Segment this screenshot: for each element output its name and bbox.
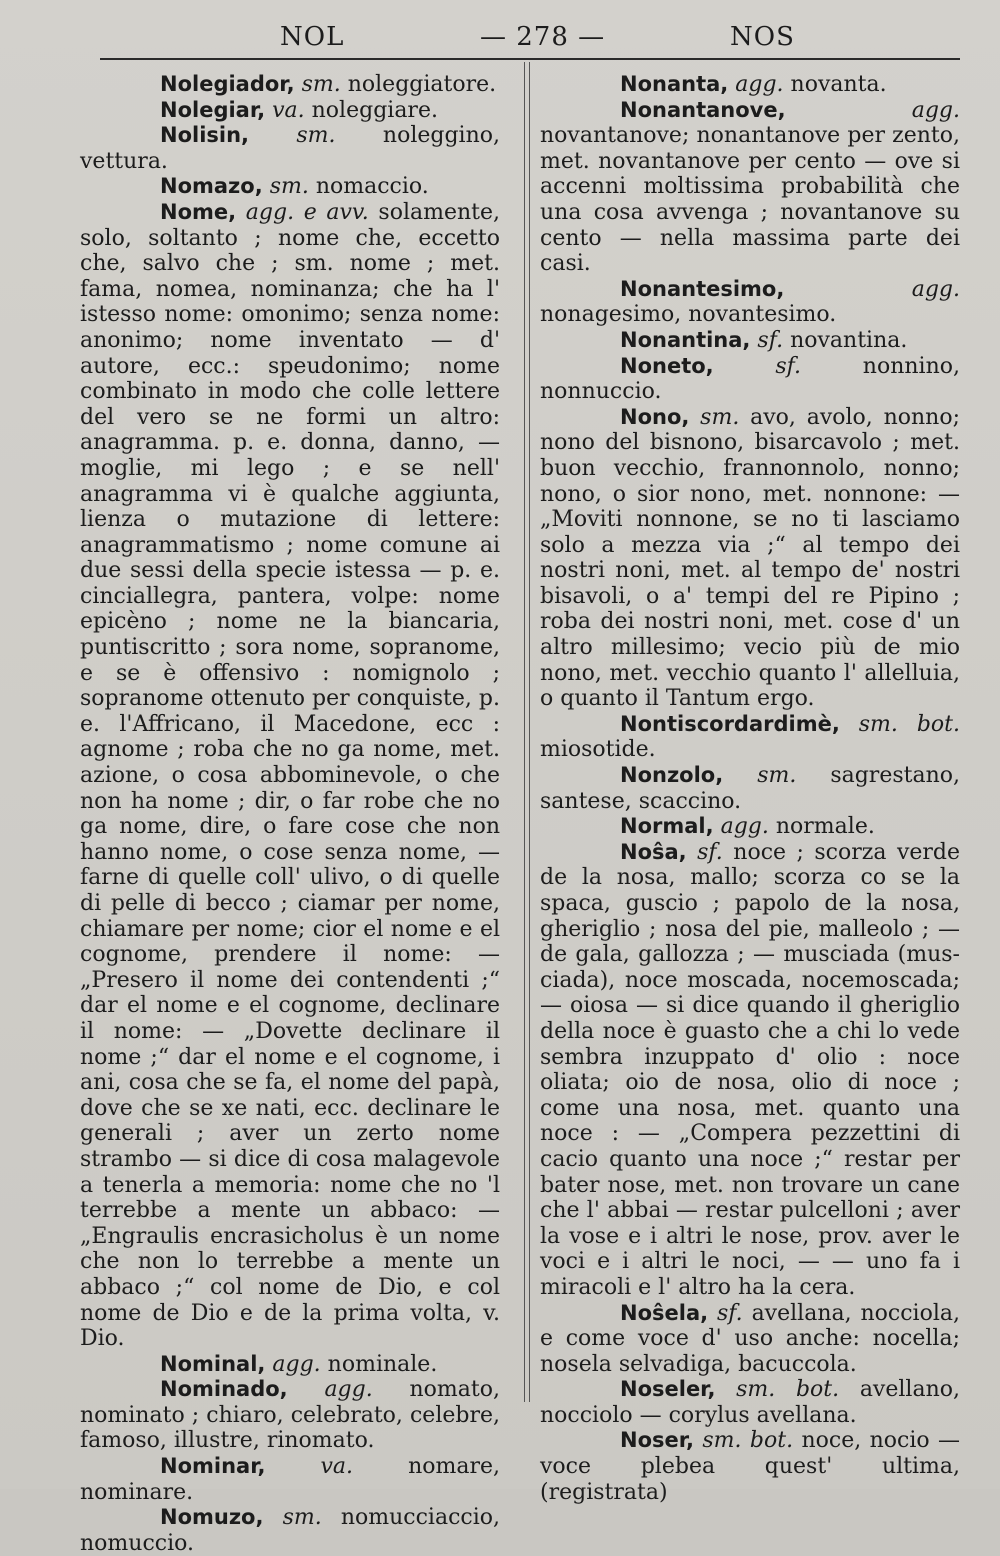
grammar-label: sm.	[301, 72, 341, 97]
definition: miosotide.	[540, 737, 656, 763]
entry	[540, 328, 960, 354]
definition: novantina.	[790, 327, 908, 353]
grammar-label: sf.	[697, 839, 723, 865]
entry	[540, 405, 960, 712]
grammar-label: sm.	[700, 404, 740, 430]
grammar-label: sm.	[296, 123, 336, 149]
header-rule	[100, 58, 960, 60]
grammar-label: agg.	[911, 276, 960, 302]
headword: Nonanta,	[620, 72, 729, 96]
headword: Nomazo,	[160, 174, 263, 199]
entry	[80, 123, 500, 174]
headword: Nolegiar,	[160, 97, 266, 122]
grammar-label: sm. bot.	[736, 1377, 840, 1403]
headword: Normal,	[620, 814, 714, 839]
entry	[540, 1377, 960, 1428]
grammar-label: sm.	[269, 174, 309, 200]
definition: normale.	[775, 814, 875, 840]
headword: Nono,	[620, 404, 690, 429]
definition: novanta.	[790, 72, 887, 97]
definition: nomato, nominato ; chiaro, celebrato, celebre, famoso, illustre, rinomato.	[80, 1377, 500, 1454]
grammar-label: agg. e avv.	[245, 199, 369, 225]
grammar-label: sm.	[282, 1505, 322, 1531]
headword: Noŝela,	[620, 1300, 709, 1325]
headword: Nominado,	[160, 1377, 288, 1402]
entry	[540, 277, 960, 328]
running-head-right: NOS	[730, 22, 795, 52]
headword: Nominar,	[160, 1454, 266, 1479]
headword: Noŝa,	[620, 839, 687, 864]
right-column	[540, 72, 960, 1505]
grammar-label: agg.	[720, 814, 769, 840]
headword: Nominal,	[160, 1351, 266, 1376]
grammar-label: agg.	[324, 1377, 373, 1403]
definition: noce ; scorza verde de la nosa, mallo; scorza co se la spaca, guscio ; papolo de la nosa, gheriglio ; nosa del pie, malleolo ; — de gala, gallozza ; — musciada (mus-ciada), noce moscada, nocemoscada; — oiosa — si dice quando il gheriglio della noce è guasto che a chi lo vede sembra inzuppato d' olio : noce oliata; oio de nosa, olio di noce ; come una nosa, met. quanto una noce : — „Compera pezzettini di cacio quanto una noce ;“ restar per bater nose, met. non trovare un cane che l' abbai — restar pulcelloni ; aver la vose e i altri le nose, prov. aver le voci e i altri le noci, — — uno fa i miracoli e l' altro ha la cera.	[540, 839, 961, 1300]
headword: Nonantesimo,	[620, 276, 785, 301]
definition: avo, avolo, nonno; nono del bisnono, bisarcavolo ; met. buon vecchio, frannonnolo, nonno; nono, o sior nono, met. nonnone: — „Moviti nonnone, se no ti lasciamo solo a mezza via ;“ al tempo dei nostri noni, met. al tempo de' nostri bisavoli, o a' tempi del re Pipino ; roba dei nostri noni, met. cose d' un altro millesimo; vecio più de mio nono, met. vecchio quanto l' allelluia, o quanto il Tantum ergo.	[540, 404, 961, 712]
definition: nonagesimo, novantesimo.	[540, 302, 837, 328]
grammar-label: sf.	[775, 353, 802, 379]
headword: Nome,	[160, 199, 237, 224]
headword: Nonantina,	[620, 327, 751, 352]
entry	[540, 814, 960, 840]
entry	[540, 98, 960, 277]
entry	[80, 1505, 500, 1556]
grammar-label: sf.	[757, 327, 784, 353]
entry	[540, 1301, 960, 1378]
definition: nomare, nominare.	[80, 1454, 501, 1505]
entry	[80, 1454, 500, 1505]
page-number: — 278 —	[480, 22, 606, 52]
entry	[540, 712, 960, 763]
definition: sagrestano, santese, scaccino.	[540, 763, 960, 814]
definition: nonnino, nonnuccio.	[540, 353, 960, 405]
grammar-label: agg.	[911, 97, 960, 123]
entry	[80, 72, 500, 98]
grammar-label: sm.	[757, 763, 797, 789]
headword: Noneto,	[620, 353, 714, 378]
running-head	[90, 22, 970, 62]
definition: avellano, nocciolo — corylus avellana.	[540, 1377, 960, 1428]
definition: novantanove; nonantanove per zento, met. novantanove per cento — ove si accenni moltissima probabilità che una cosa avvenga ; novantanove su cento — nella massima parte dei casi.	[540, 123, 960, 277]
grammar-label: sf.	[717, 1300, 743, 1326]
definition: noce, nocio — voce plebea quest' ultima, (registrata)	[540, 1428, 960, 1505]
headword: Nonzolo,	[620, 763, 724, 788]
definition: nomaccio.	[315, 174, 429, 200]
headword: Noseler,	[620, 1377, 716, 1402]
headword: Noser,	[620, 1428, 694, 1453]
headword: Nolegiador,	[160, 72, 295, 96]
grammar-label: sm. bot.	[702, 1428, 794, 1454]
definition: nominale.	[327, 1351, 438, 1377]
definition: noleggino, vettura.	[80, 123, 500, 174]
entry	[540, 72, 960, 98]
entry	[540, 354, 960, 405]
entry	[540, 1428, 960, 1505]
definition: noleggiatore.	[347, 72, 497, 97]
headword: Nonantanove,	[620, 97, 786, 122]
definition: noleggiare.	[311, 97, 438, 123]
running-head-left: NOL	[280, 22, 345, 52]
entry	[80, 174, 500, 200]
entry	[80, 200, 500, 1352]
entry	[540, 840, 960, 1301]
grammar-label: sm. bot.	[858, 711, 960, 737]
grammar-label: va.	[272, 97, 305, 123]
grammar-label: va.	[320, 1454, 354, 1480]
left-column	[80, 72, 500, 1556]
headword: Nomuzo,	[160, 1505, 264, 1530]
grammar-label: agg.	[272, 1351, 321, 1377]
headword: Nolisin,	[160, 123, 250, 148]
headword: Nontiscordardimè,	[620, 711, 840, 736]
entry	[80, 98, 500, 124]
grammar-label: agg.	[735, 72, 784, 97]
entry	[540, 763, 960, 814]
entry	[80, 1377, 500, 1454]
column-divider	[524, 62, 530, 1402]
definition: nomucciaccio, nomuccio.	[80, 1505, 500, 1556]
definition: solamente, solo, soltanto ; nome che, eccetto che, salvo che ; sm. nome ; met. fama, nomea, nominanza; che ha l' istesso nome: omonimo; senza nome: anonimo; nome inventato — d' autore, ecc.: speudonimo; nome combinato in modo che colle lettere del vero se ne formi un altro: anagramma. p. e. donna, danno, — moglie, mi lego ; e se nell' anagramma vi è qualche aggiunta, lienza o mutazione di lettere: anagrammatismo ; nome comune ai due sessi della specie istessa — p. e. cinciallegra, pantera, volpe: nome epicèno ; nome ne la biancaria, puntiscritto ; sora nome, sopranome, e se è offensivo : nomignolo ; sopranome ottenuto per conquiste, p. e. l'Affricano, il Macedone, ecc : agnome ; roba che no ga nome, met. azione, o cosa abbominevole, o che non ha nome ; dir, o far robe che no ga nome, dire, o fare cose che non hanno nome, o cose senza nome, — farne di quelle coll' ulivo, o di quelle di pelle di becco ; ciamar per nome, chiamare per nome; cior el nome e el cognome, prendere il nome: — „Presero il nome dei contendenti ;“ dar el nome e el cognome, declinare il nome: — „Dovette declinare il nome ;“ dar el nome e el cognome, i ani, cosa che se fa, el nome del papà, dove che se xe nati, ecc. declinare le generali ; aver un zerto nome strambo — si dice di cosa malagevole a tenerla a memoria: nome che no 'l terrebbe a mente un abbaco: — „Engraulis encrasicholus è un nome che non lo terrebbe a mente un abbaco ;“ col nome de Dio, e col nome de Dio e de la prima volta, v. Dio.	[80, 199, 501, 1352]
definition: avellana, nocciola, e come voce d' uso anche: nocella; nosela selvadiga, bacuccola.	[540, 1300, 960, 1377]
entry	[80, 1352, 500, 1378]
